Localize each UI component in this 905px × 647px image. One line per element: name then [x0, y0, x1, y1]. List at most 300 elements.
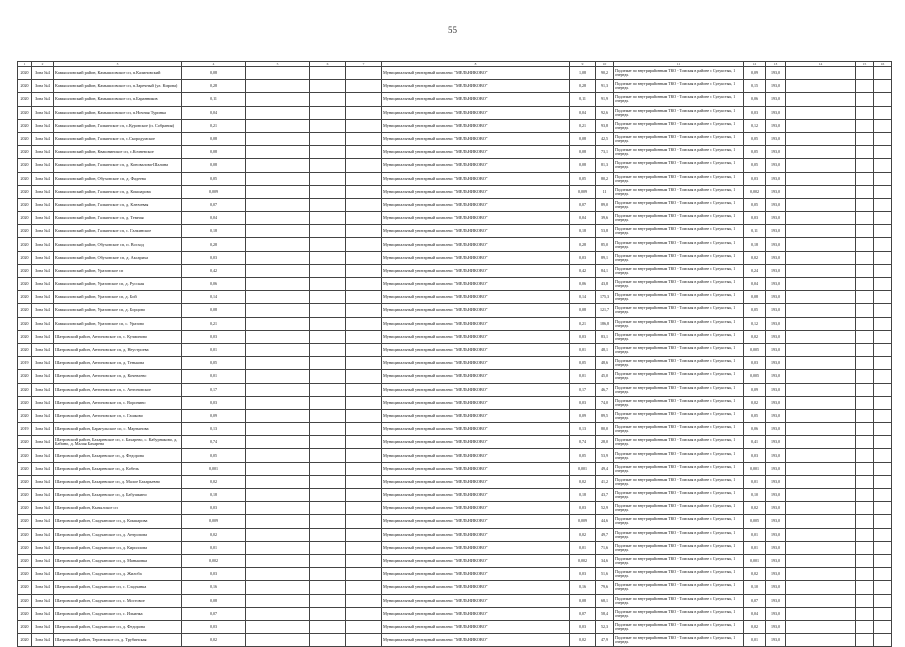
mass-cell: 0,08 — [570, 594, 596, 607]
empty-cell — [856, 462, 874, 475]
tariff-cell: 193,0 — [766, 396, 786, 409]
zone-cell: Зона №4 — [32, 172, 54, 185]
zone-cell: Зона №4 — [32, 541, 54, 554]
volume-cell: 0,74 — [182, 436, 246, 449]
operator-cell: Муниципальный унитарный комплекс "МЕЛЬНИКОВО" — [382, 106, 570, 119]
value-cell: 0,10 — [744, 581, 766, 594]
empty-cell — [786, 581, 856, 594]
column-number: 3 — [54, 62, 182, 67]
empty-cell — [310, 106, 346, 119]
tariff-cell: 193,0 — [766, 343, 786, 356]
empty-cell — [874, 106, 892, 119]
value-cell: 0,03 — [744, 212, 766, 225]
empty-cell — [346, 185, 382, 198]
route-note-cell: Подлежат по внутрирайонным ТКО - Томская в районе с Сулукстык, 1 очередь — [614, 198, 744, 211]
zone-cell: Зона №4 — [32, 132, 54, 145]
empty-cell — [310, 119, 346, 132]
empty-cell — [310, 264, 346, 277]
empty-cell — [786, 515, 856, 528]
column-number: 13 — [766, 62, 786, 67]
value-cell: 0,05 — [744, 159, 766, 172]
empty-cell — [310, 489, 346, 502]
empty-cell — [310, 620, 346, 633]
empty-cell — [346, 317, 382, 330]
value-cell: 0,04 — [744, 278, 766, 291]
distance-cell: 49,7 — [596, 528, 614, 541]
zone-cell: Зона №4 — [32, 502, 54, 515]
operator-cell: Муниципальный унитарный комплекс "МЕЛЬНИКОВО" — [382, 475, 570, 488]
year-cell: 2020 — [18, 238, 32, 251]
route-note-cell: Подлежат по внутрирайонным ТКО - Томская в районе с Сулукстык, 1 очередь — [614, 278, 744, 291]
table-row — [18, 423, 892, 436]
empty-cell — [346, 409, 382, 422]
tariff-cell: 193,0 — [766, 132, 786, 145]
route-note-cell: Подлежат по внутрирайонным ТКО - Томская в районе с Сулукстык, 1 очередь — [614, 159, 744, 172]
volume-cell: 0,21 — [182, 317, 246, 330]
empty-cell — [874, 370, 892, 383]
zone-cell: Зона №4 — [32, 159, 54, 172]
location-cell: Шатровский район, Бахаревское сп, д. Кобель — [54, 462, 182, 475]
empty-cell — [786, 185, 856, 198]
column-number: 11 — [614, 62, 744, 67]
empty-cell — [346, 343, 382, 356]
empty-cell — [346, 554, 382, 567]
route-note-cell: Подлежат по внутрирайонным ТКО - Томская в районе с Сулукстык, 1 очередь — [614, 291, 744, 304]
zone-cell: Зона №4 — [32, 423, 54, 436]
route-note-cell: Подлежат по внутрирайонным ТКО - Томская в районе с Сулукстык, 1 очередь — [614, 370, 744, 383]
volume-cell: 0,01 — [182, 370, 246, 383]
empty-cell — [856, 225, 874, 238]
column-number: 12 — [744, 62, 766, 67]
year-cell: 2020 — [18, 541, 32, 554]
empty-cell — [246, 172, 310, 185]
mass-cell: 0,16 — [570, 581, 596, 594]
year-cell: 2020 — [18, 291, 32, 304]
distance-cell: 85,0 — [596, 238, 614, 251]
distance-cell: 89,0 — [596, 198, 614, 211]
empty-cell — [246, 212, 310, 225]
location-cell: Шатровский район, Антоновское сп, д. Кочевлево — [54, 370, 182, 383]
year-cell: 2020 — [18, 119, 32, 132]
route-note-cell: Подлежат по внутрирайонным ТКО - Томская в районе с Сулукстык, 1 очередь — [614, 212, 744, 225]
operator-cell: Муниципальный унитарный комплекс "МЕЛЬНИКОВО" — [382, 449, 570, 462]
table-row — [18, 568, 892, 581]
table-row — [18, 502, 892, 515]
location-cell: Шатровский район, Сладчанское сп, с. Сладчанка — [54, 581, 182, 594]
empty-cell — [786, 172, 856, 185]
zone-cell: Зона №4 — [32, 396, 54, 409]
empty-cell — [246, 106, 310, 119]
zone-cell: Зона №4 — [32, 634, 54, 647]
tariff-cell: 193,0 — [766, 449, 786, 462]
empty-cell — [786, 132, 856, 145]
zone-cell: Зона №4 — [32, 568, 54, 581]
empty-cell — [246, 357, 310, 370]
volume-cell: 0,42 — [182, 264, 246, 277]
empty-cell — [874, 212, 892, 225]
route-note-cell: Подлежат по внутрирайонным ТКО - Томская в районе с Сулукстык, 1 очередь — [614, 357, 744, 370]
empty-cell — [310, 370, 346, 383]
route-note-cell: Подлежат по внутрирайонным ТКО - Томская в районе с Сулукстык, 1 очередь — [614, 554, 744, 567]
empty-cell — [874, 238, 892, 251]
location-cell: Камышловский район, Обуховское сп, д. Фадеева — [54, 172, 182, 185]
value-cell: 0,11 — [744, 225, 766, 238]
column-number: 8 — [382, 62, 570, 67]
year-cell: 2020 — [18, 568, 32, 581]
empty-cell — [246, 238, 310, 251]
zone-cell: Зона №4 — [32, 489, 54, 502]
empty-cell — [786, 146, 856, 159]
column-number: 14 — [786, 62, 856, 67]
empty-cell — [856, 304, 874, 317]
volume-cell: 0,05 — [182, 357, 246, 370]
table-row — [18, 343, 892, 356]
empty-cell — [310, 607, 346, 620]
year-cell: 2020 — [18, 198, 32, 211]
table-row — [18, 238, 892, 251]
mass-cell: 0,28 — [570, 80, 596, 93]
operator-cell: Муниципальный унитарный комплекс "МЕЛЬНИКОВО" — [382, 185, 570, 198]
tariff-cell: 193,0 — [766, 278, 786, 291]
empty-cell — [310, 554, 346, 567]
operator-cell: Муниципальный унитарный комплекс "МЕЛЬНИКОВО" — [382, 462, 570, 475]
empty-cell — [246, 291, 310, 304]
data-table — [17, 61, 892, 647]
year-cell: 2020 — [18, 528, 32, 541]
empty-cell — [346, 502, 382, 515]
table-row — [18, 357, 892, 370]
distance-cell: 49,4 — [596, 462, 614, 475]
empty-cell — [246, 264, 310, 277]
column-number: 2 — [32, 62, 54, 67]
route-note-cell: Подлежат по внутрирайонным ТКО - Томская в районе с Сулукстык, 1 очередь — [614, 185, 744, 198]
year-cell: 2019 — [18, 423, 32, 436]
value-cell: 0,001 — [744, 554, 766, 567]
distance-cell: 121,7 — [596, 304, 614, 317]
location-cell: Камышловский район, Обуховское сп, д. Аксарихa — [54, 251, 182, 264]
empty-cell — [786, 212, 856, 225]
zone-cell: Зона №4 — [32, 317, 54, 330]
route-note-cell: Подлежат по внутрирайонным ТКО - Томская в районе с Сулукстык, 1 очередь — [614, 330, 744, 343]
zone-cell: Зона №4 — [32, 146, 54, 159]
zone-cell: Зона №4 — [32, 409, 54, 422]
zone-cell: Зона №4 — [32, 357, 54, 370]
empty-cell — [874, 251, 892, 264]
year-cell: 2020 — [18, 436, 32, 449]
empty-cell — [310, 396, 346, 409]
value-cell: 0,005 — [744, 370, 766, 383]
year-cell: 2020 — [18, 594, 32, 607]
value-cell: 0,06 — [744, 93, 766, 106]
distance-cell: 89,5 — [596, 409, 614, 422]
location-cell: Шатровский район, Бахаревское сп, д. Малое Бахарьевно — [54, 475, 182, 488]
tariff-cell: 193,0 — [766, 383, 786, 396]
zone-cell: Зона №4 — [32, 251, 54, 264]
zone-cell: Зона №4 — [32, 212, 54, 225]
year-cell: 2020 — [18, 475, 32, 488]
route-note-cell: Подлежат по внутрирайонным ТКО - Томская в районе с Сулукстык, 1 очередь — [614, 462, 744, 475]
volume-cell: 0,04 — [182, 106, 246, 119]
empty-cell — [786, 159, 856, 172]
empty-cell — [874, 146, 892, 159]
distance-cell: 73,1 — [596, 146, 614, 159]
tariff-cell: 193,0 — [766, 594, 786, 607]
empty-cell — [856, 119, 874, 132]
mass-cell: 0,08 — [570, 304, 596, 317]
empty-cell — [856, 396, 874, 409]
zone-cell: Зона №4 — [32, 198, 54, 211]
tariff-cell: 193,0 — [766, 554, 786, 567]
empty-cell — [874, 502, 892, 515]
empty-cell — [310, 212, 346, 225]
distance-cell: 175,3 — [596, 291, 614, 304]
value-cell: 0,03 — [744, 172, 766, 185]
mass-cell: 0,04 — [570, 106, 596, 119]
zone-cell: Зона №4 — [32, 80, 54, 93]
column-number: 16 — [874, 62, 892, 67]
zone-cell: Зона №4 — [32, 383, 54, 396]
empty-cell — [874, 489, 892, 502]
volume-cell: 0,08 — [182, 594, 246, 607]
empty-cell — [874, 462, 892, 475]
value-cell: 0,05 — [744, 198, 766, 211]
tariff-cell: 193,0 — [766, 304, 786, 317]
page-number: 55 — [448, 25, 457, 35]
empty-cell — [856, 132, 874, 145]
empty-cell — [874, 475, 892, 488]
mass-cell: 0,04 — [570, 212, 596, 225]
table-row — [18, 304, 892, 317]
table-row — [18, 80, 892, 93]
empty-cell — [874, 278, 892, 291]
operator-cell: Муниципальный унитарный комплекс "МЕЛЬНИКОВО" — [382, 357, 570, 370]
operator-cell: Муниципальный унитарный комплекс "МЕЛЬНИКОВО" — [382, 489, 570, 502]
zone-cell: Зона №4 — [32, 264, 54, 277]
route-note-cell: Подлежат по внутрирайонным ТКО - Томская в районе с Сулукстык, 1 очередь — [614, 502, 744, 515]
year-cell: 2020 — [18, 330, 32, 343]
distance-cell: 58,4 — [596, 607, 614, 620]
volume-cell: 0,01 — [182, 541, 246, 554]
distance-cell: 41,2 — [596, 475, 614, 488]
tariff-cell: 193,0 — [766, 225, 786, 238]
distance-cell: 80,0 — [596, 423, 614, 436]
empty-cell — [874, 568, 892, 581]
table-row — [18, 132, 892, 145]
route-note-cell: Подлежат по внутрирайонным ТКО - Томская в районе с Сулукстык, 1 очередь — [614, 119, 744, 132]
zone-cell: Зона №4 — [32, 291, 54, 304]
zone-cell: Зона №4 — [32, 278, 54, 291]
operator-cell: Муниципальный унитарный комплекс "МЕЛЬНИКОВО" — [382, 568, 570, 581]
value-cell: 0,18 — [744, 238, 766, 251]
empty-cell — [874, 409, 892, 422]
location-cell: Камышловский район, Уразовское сп, д. Бой — [54, 291, 182, 304]
empty-cell — [786, 370, 856, 383]
value-cell: 0,001 — [744, 462, 766, 475]
column-number: 4 — [182, 62, 246, 67]
table-row — [18, 436, 892, 449]
volume-cell: 0,28 — [182, 238, 246, 251]
column-number: 7 — [346, 62, 382, 67]
empty-cell — [856, 528, 874, 541]
distance-cell: 91,3 — [596, 80, 614, 93]
empty-cell — [246, 251, 310, 264]
empty-cell — [246, 475, 310, 488]
volume-cell: 0,02 — [182, 634, 246, 647]
route-note-cell: Подлежат по внутрирайонным ТКО - Томская в районе с Сулукстык, 1 очередь — [614, 396, 744, 409]
empty-cell — [346, 198, 382, 211]
volume-cell: 0,03 — [182, 330, 246, 343]
mass-cell: 0,03 — [570, 251, 596, 264]
distance-cell: 48,6 — [596, 357, 614, 370]
distance-cell: 90,2 — [596, 67, 614, 80]
route-note-cell: Подлежат по внутрирайонным ТКО - Томская в районе с Сулукстык, 1 очередь — [614, 343, 744, 356]
empty-cell — [874, 291, 892, 304]
tariff-cell: 193,0 — [766, 93, 786, 106]
volume-cell: 0,07 — [182, 198, 246, 211]
empty-cell — [874, 620, 892, 633]
empty-cell — [246, 343, 310, 356]
table-row — [18, 264, 892, 277]
empty-cell — [310, 198, 346, 211]
empty-cell — [346, 594, 382, 607]
table-row — [18, 515, 892, 528]
empty-cell — [856, 317, 874, 330]
empty-cell — [246, 330, 310, 343]
volume-cell: 0,07 — [182, 607, 246, 620]
operator-cell: Муниципальный унитарный комплекс "МЕЛЬНИКОВО" — [382, 172, 570, 185]
table-row — [18, 634, 892, 647]
operator-cell: Муниципальный унитарный комплекс "МЕЛЬНИКОВО" — [382, 291, 570, 304]
empty-cell — [786, 119, 856, 132]
operator-cell: Муниципальный унитарный комплекс "МЕЛЬНИКОВО" — [382, 423, 570, 436]
operator-cell: Муниципальный унитарный комплекс "МЕЛЬНИКОВО" — [382, 67, 570, 80]
tariff-cell: 193,0 — [766, 634, 786, 647]
mass-cell: 0,01 — [570, 370, 596, 383]
mass-cell: 0,74 — [570, 436, 596, 449]
zone-cell: Зона №4 — [32, 607, 54, 620]
route-note-cell: Подлежат по внутрирайонным ТКО - Томская в районе с Сулукстык, 1 очередь — [614, 304, 744, 317]
empty-cell — [310, 409, 346, 422]
year-cell: 2020 — [18, 449, 32, 462]
empty-cell — [246, 198, 310, 211]
operator-cell: Муниципальный унитарный комплекс "МЕЛЬНИКОВО" — [382, 370, 570, 383]
empty-cell — [246, 620, 310, 633]
route-note-cell: Подлежат по внутрирайонным ТКО - Томская в районе с Сулукстык, 1 очередь — [614, 594, 744, 607]
empty-cell — [874, 132, 892, 145]
empty-cell — [856, 423, 874, 436]
distance-cell: 68,1 — [596, 594, 614, 607]
volume-cell: 0,17 — [182, 383, 246, 396]
location-cell: Шатровский район, Антоновское сп, д. Тенькова — [54, 357, 182, 370]
table-row — [18, 212, 892, 225]
empty-cell — [856, 212, 874, 225]
empty-cell — [310, 528, 346, 541]
table-row — [18, 462, 892, 475]
mass-cell: 0,21 — [570, 317, 596, 330]
empty-cell — [346, 449, 382, 462]
table-row — [18, 383, 892, 396]
empty-cell — [246, 159, 310, 172]
distance-cell: 34,6 — [596, 554, 614, 567]
zone-cell: Зона №4 — [32, 449, 54, 462]
route-note-cell: Подлежат по внутрирайонным ТКО - Томская в районе с Сулукстык, 1 очередь — [614, 634, 744, 647]
location-cell: Камышловский район, Камышловское сп, п.Ночная Туринка — [54, 106, 182, 119]
empty-cell — [874, 436, 892, 449]
route-note-cell: Подлежат по внутрирайонным ТКО - Томская в районе с Сулукстык, 1 очередь — [614, 172, 744, 185]
volume-cell: 0,05 — [182, 449, 246, 462]
empty-cell — [310, 185, 346, 198]
empty-cell — [856, 409, 874, 422]
route-note-cell: Подлежат по внутрирайонным ТКО - Томская в районе с Сулукстык, 1 очередь — [614, 93, 744, 106]
volume-cell: 0,009 — [182, 515, 246, 528]
empty-cell — [310, 436, 346, 449]
zone-cell: Зона №4 — [32, 304, 54, 317]
distance-cell: 89,1 — [596, 251, 614, 264]
empty-cell — [246, 93, 310, 106]
route-note-cell: Подлежат по внутрирайонным ТКО - Томская в районе с Сулукстык, 1 очередь — [614, 146, 744, 159]
year-cell: 2020 — [18, 383, 32, 396]
location-cell: Шатровский район, Бахаревское сп, д. Федорова — [54, 449, 182, 462]
tariff-cell: 193,0 — [766, 357, 786, 370]
year-cell: 2020 — [18, 159, 32, 172]
year-cell: 2020 — [18, 462, 32, 475]
zone-cell: Зона №4 — [32, 370, 54, 383]
zone-cell: Зона №4 — [32, 67, 54, 80]
empty-cell — [246, 370, 310, 383]
empty-cell — [786, 291, 856, 304]
volume-cell: 0,03 — [182, 620, 246, 633]
table-row — [18, 119, 892, 132]
empty-cell — [310, 317, 346, 330]
mass-cell: 0,05 — [570, 357, 596, 370]
empty-cell — [246, 541, 310, 554]
empty-cell — [874, 449, 892, 462]
mass-cell: 0,13 — [570, 423, 596, 436]
empty-cell — [786, 304, 856, 317]
empty-cell — [856, 489, 874, 502]
empty-cell — [786, 67, 856, 80]
table-row — [18, 225, 892, 238]
route-note-cell: Подлежат по внутрирайонным ТКО - Томская в районе с Сулукстык, 1 очередь — [614, 238, 744, 251]
location-cell: Камышловский район, Галкинское сп, д. Ключевая — [54, 198, 182, 211]
route-note-cell: Подлежат по внутрирайонным ТКО - Томская в районе с Сулукстык, 1 очередь — [614, 251, 744, 264]
column-number: 10 — [596, 62, 614, 67]
empty-cell — [874, 515, 892, 528]
empty-cell — [786, 449, 856, 462]
tariff-cell: 193,0 — [766, 489, 786, 502]
column-number: 9 — [570, 62, 596, 67]
year-cell: 2020 — [18, 581, 32, 594]
tariff-cell: 193,0 — [766, 541, 786, 554]
route-note-cell: Подлежат по внутрирайонным ТКО - Томская в районе с Сулукстык, 1 очередь — [614, 581, 744, 594]
tariff-cell: 193,0 — [766, 172, 786, 185]
mass-cell: 0,17 — [570, 383, 596, 396]
empty-cell — [246, 528, 310, 541]
tariff-cell: 193,0 — [766, 330, 786, 343]
value-cell: 0,07 — [744, 594, 766, 607]
empty-cell — [346, 568, 382, 581]
year-cell: 2020 — [18, 489, 32, 502]
operator-cell: Муниципальный унитарный комплекс "МЕЛЬНИКОВО" — [382, 528, 570, 541]
location-cell: Камышловский район, Галкинское сп, с.Скородумское — [54, 132, 182, 145]
location-cell: Камышловский район, Камышловское сп, п.Заречный (ул. Кирова) — [54, 80, 182, 93]
empty-cell — [246, 278, 310, 291]
empty-cell — [346, 357, 382, 370]
empty-cell — [874, 264, 892, 277]
mass-cell: 0,01 — [570, 541, 596, 554]
distance-cell: 80,2 — [596, 172, 614, 185]
value-cell: 0,09 — [744, 67, 766, 80]
